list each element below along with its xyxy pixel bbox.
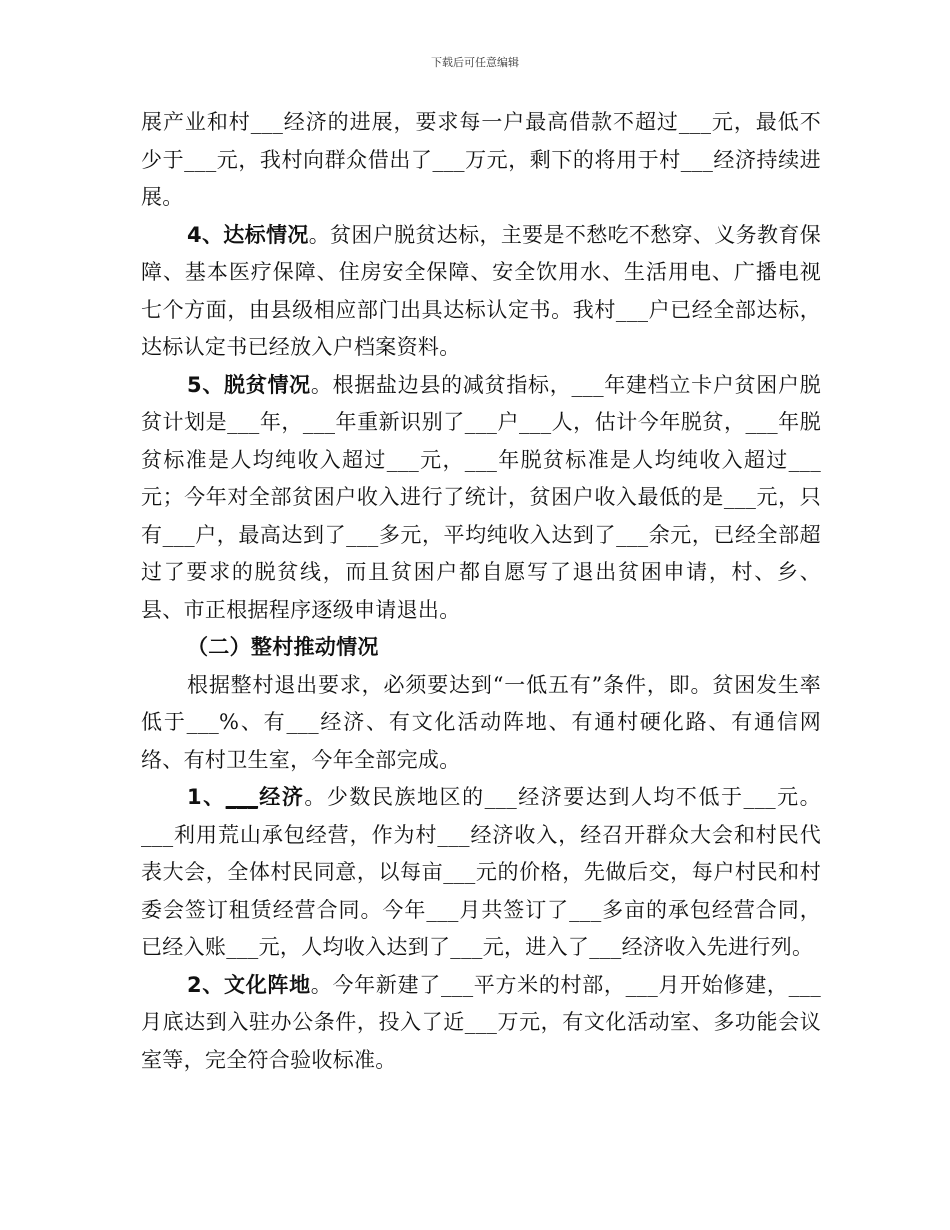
section-heading-word: 经济 (258, 785, 305, 809)
paragraph-poverty-relief-status (141, 367, 821, 630)
paragraph-economy (141, 779, 821, 967)
paragraph-text: 展产业和村___经济的进展，要求每一户最高借款不超过___元，最低不少于___元，我村向群众借出了___万元，剩下的将用于村___经济持续进展。 (141, 110, 821, 209)
document-body (141, 104, 821, 1079)
section-heading-blank: ___ (225, 785, 259, 809)
paragraph-standard-status (141, 217, 821, 367)
subsection-heading (141, 629, 821, 667)
paragraph-text: 。今年新建了___平方米的村部，___月开始修建，___月底达到入驻办公条件，投入了近___万元，有文化活动室、多功能会议室等，完全符合验收标准。 (141, 972, 821, 1072)
paragraph-text: 根据整村退出要求，必须要达到“一低五有”条件，即。贫困发生率低于___%、有___经济、有文化活动阵地、有通村硬化路、有通信网络、有村卫生室，今年全部完成。 (141, 672, 821, 772)
section-heading-number: 1、 (187, 785, 226, 809)
subsection-title: （二）整村推动情况 (187, 635, 379, 659)
paragraph-text: 。贫困户脱贫达标，主要是不愁吃不愁穿、义务教育保障、基本医疗保障、住房安全保障、安全饮用水、生活用电、广播电视七个方面，由县级相应部门出具达标认定书。我村___户已经全部达标，达标认定书已经放入户档案资料。 (141, 222, 821, 359)
paragraph-village-requirements (141, 667, 821, 780)
section-heading: 2、文化阵地 (187, 972, 311, 997)
paragraph-culture-venue (141, 967, 821, 1080)
section-heading: 4、达标情况 (187, 222, 309, 247)
paragraph-loan (141, 104, 821, 217)
section-heading: 5、脱贫情况 (187, 372, 311, 397)
paragraph-text: 。少数民族地区的___经济要达到人均不低于___元。___利用荒山承包经营，作为村___经济收入，经召开群众大会和村民代表大会，全体村民同意，以每亩___元的价格，先做后交，每户村民和村委会签订租赁经营合同。今年___月共签订了___多亩的承包经营合同，已经入账___元，人均收入达到了___元，进入了___经济收入先进行列。 (141, 785, 821, 959)
paragraph-text: 。根据盐边县的减贫指标，___年建档立卡户贫困户脱贫计划是___年，___年重新识别了___户___人，估计今年脱贫，___年脱贫标准是人均纯收入超过___元，___年脱贫标准是人均纯收入超过___元；今年对全部贫困户收入进行了统计，贫困户收入最低的是___元，只有___户，最高达到了___多元，平均纯收入达到了___余元，已经全部超过了要求的脱贫线，而且贫困户都自愿写了退出贫困申请，村、乡、县、市正根据程序逐级申请退出。 (141, 372, 822, 622)
page-header: 下载后可任意编辑 (431, 56, 519, 69)
